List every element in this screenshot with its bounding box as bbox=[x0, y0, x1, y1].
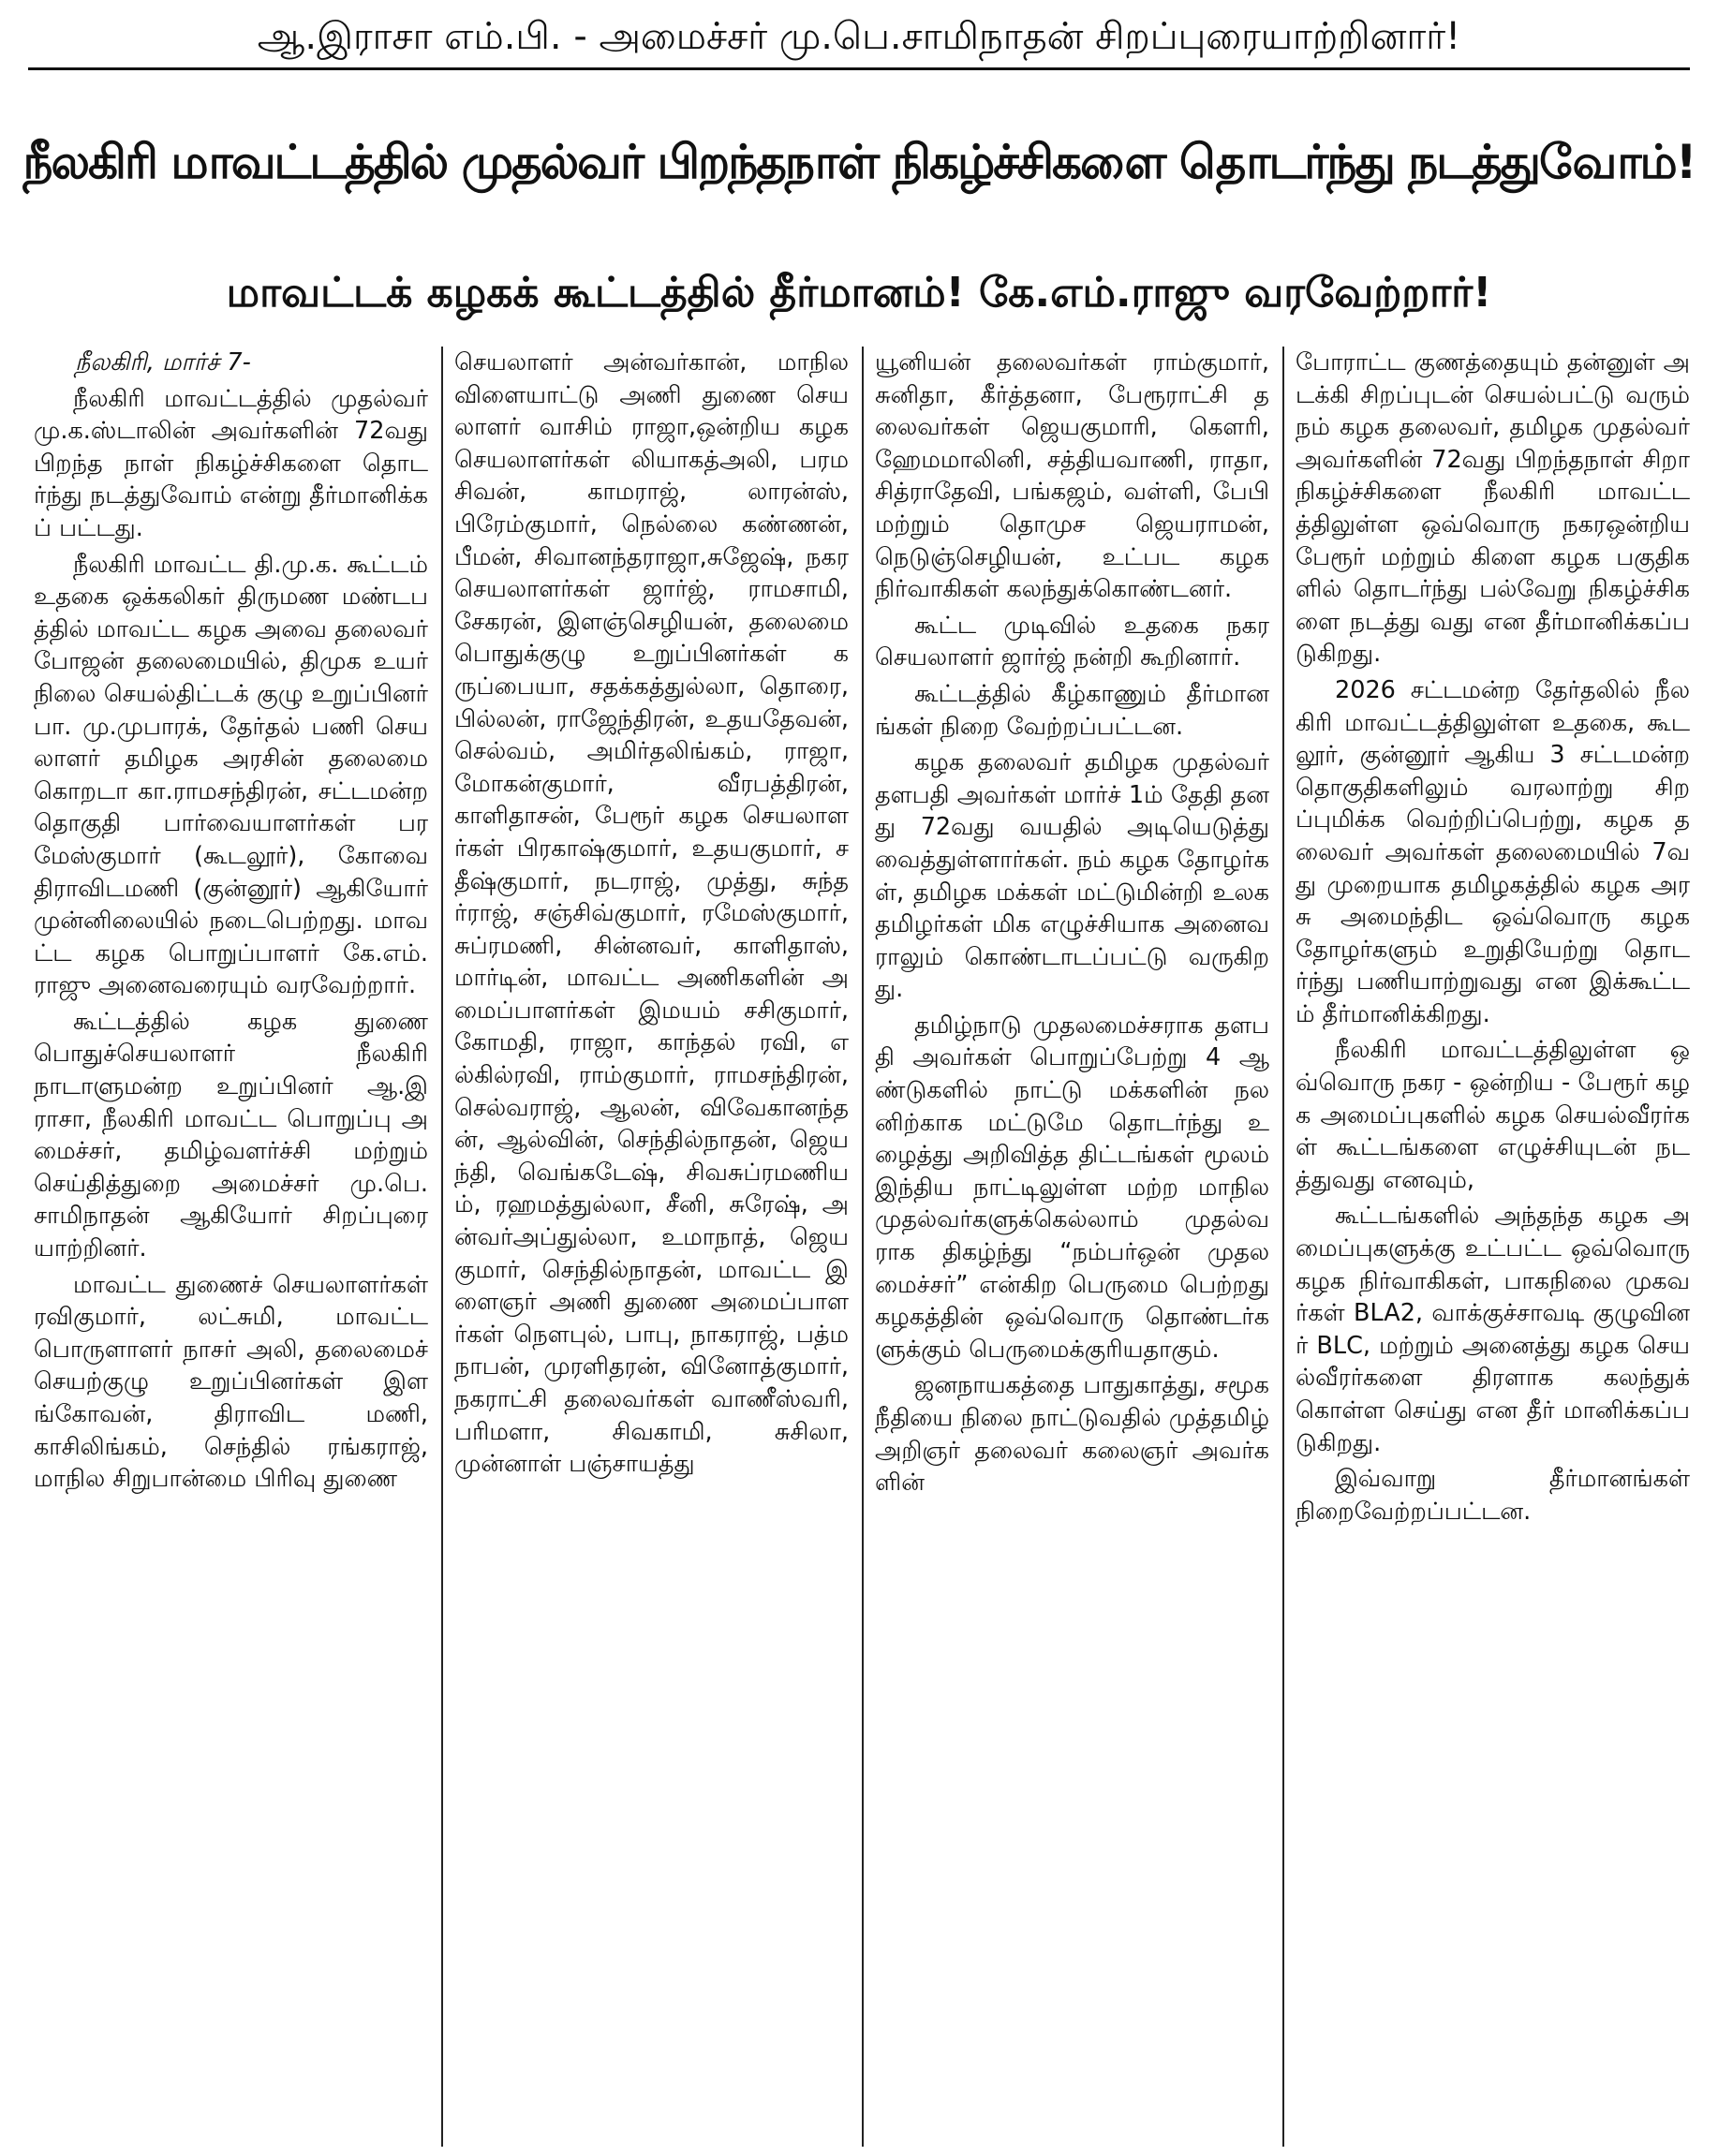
kicker-line: ஆ.இராசா எம்.பி. - அமைச்சர் மு.பெ.சாமிநாதன் சிறப்புரையாற்றினார்! bbox=[28, 7, 1690, 70]
paragraph: நீலகிரி மாவட்ட தி.மு.க. கூட்டம் உதகை ஒக்கலிகர் திருமண மண்டபத்தில் மாவட்ட கழக அவை தலைவர் போஜன் தலைமையில், திமுக உயர் நிலை செயல்திட்டக் குழு உறுப்பினர் பா. மு.முபாரக், தேர்தல் பணி செயலாளர் தமிழக அரசின் தலைமை கொறடா கா.ராமசந்திரன், சட்டமன்ற தொகுதி பார்வையாளர்கள் பரமேஸ்குமார் (கூடலூர்), கோவை திராவிடமணி (குன்னூர்) ஆகியோர் முன்னிலையில் நடைபெற்றது. மாவட்ட கழக பொறுப்பாளர் கே.எம்.ராஜு அனைவரையும் வரவேற்றார். bbox=[34, 550, 428, 1000]
paragraph: நீலகிரி மாவட்டத்திலுள்ள ஒவ்வொரு நகர - ஒன்றிய - பேரூர் கழக அமைப்புகளில் கழக செயல்வீரர்கள் கூட்டங்களை எழுச்சியுடன் நடத்துவது எனவும், bbox=[1296, 1036, 1690, 1194]
paragraph: கூட்ட முடிவில் உதகை நகர செயலாளர் ஜார்ஜ் நன்றி கூறினார். bbox=[875, 611, 1269, 672]
paragraph: மாவட்ட துணைச் செயலாளர்கள் ரவிகுமார், லட்சுமி, மாவட்ட பொருளாளர் நாசர் அலி, தலைமைச் செயற்குழு உறுப்பினர்கள் இளங்கோவன், திராவிட மணி, காசிலிங்கம், செந்தில் ரங்கராஜ், மாநில சிறுபான்மை பிரிவு துணை bbox=[34, 1270, 428, 1494]
column-4 bbox=[1282, 347, 1703, 2147]
column-2 bbox=[441, 347, 862, 2147]
paragraph: கூட்டங்களில் அந்தந்த கழக அமைப்புகளுக்கு உட்பட்ட ஒவ்வொரு கழக நிர்வாகிகள், பாகநிலை முகவர்கள் BLA2, வாக்குச்சாவடி குழுவினர் BLC, மற்றும் அனைத்து கழக செயல்வீரர்களை திரளாக கலந்துக் கொள்ள செய்து என தீர் மானிக்கப்படுகிறது. bbox=[1296, 1202, 1690, 1457]
article-columns bbox=[22, 347, 1703, 2147]
paragraph: தமிழ்நாடு முதலமைச்சராக தளபதி அவர்கள் பொறுப்பேற்று 4 ஆண்டுகளில் நாட்டு மக்களின் நலனிற்காக மட்டுமே தொடர்ந்து உழைத்து அறிவித்த திட்டங்கள் மூலம் இந்திய நாட்டிலுள்ள மற்ற மாநில முதல்வர்களுக்கெல்லாம் முதல்வராக திகழ்ந்து “நம்பர்ஒன் முதலமைச்சர்” என்கிற பெருமை பெற்றது கழகத்தின் ஒவ்வொரு தொண்டர்களுக்கும் பெருமைக்குரியதாகும். bbox=[875, 1011, 1269, 1364]
paragraph: இவ்வாறு தீர்மானங்கள் நிறைவேற்றப்பட்டன. bbox=[1296, 1465, 1690, 1526]
paragraph: ஜனநாயகத்தை பாதுகாத்து, சமூக நீதியை நிலை நாட்டுவதில் முத்தமிழ் அறிஞர் தலைவர் கலைஞர் அவர்களின் bbox=[875, 1371, 1269, 1498]
paragraph: கூட்டத்தில் கீழ்காணும் தீர்மானங்கள் நிறை வேற்றப்பட்டன. bbox=[875, 679, 1269, 741]
dateline: நீலகிரி, மார்ச் 7- bbox=[75, 348, 251, 377]
paragraph: 2026 சட்டமன்ற தேர்தலில் நீலகிரி மாவட்டத்திலுள்ள உதகை, கூடலூர், குன்னூர் ஆகிய 3 சட்டமன்ற தொகுதிகளிலும் வரலாற்று சிறப்புமிக்க வெற்றிப்பெற்று, கழக தலைவர் அவர்கள் தலைமையில் 7வது முறையாக தமிழகத்தில் கழக அரசு அமைந்திட ஒவ்வொரு கழக தோழர்களும் உறுதியேற்று தொடர்ந்து பணியாற்றுவது என இக்கூட்டம் தீர்மானிக்கிறது. bbox=[1296, 675, 1690, 1028]
subheadline: மாவட்டக் கழகக் கூட்டத்தில் தீர்மானம்! கே.எம்.ராஜு வரவேற்றார்! bbox=[226, 269, 1492, 317]
headline: நீலகிரி மாவட்டத்தில் முதல்வர் பிறந்தநாள் நிகழ்ச்சிகளை தொடர்ந்து நடத்துவோம்! bbox=[22, 135, 1696, 189]
paragraph: செயலாளர் அன்வர்கான், மாநில விளையாட்டு அணி துணை செயலாளர் வாசிம் ராஜா,ஒன்றிய கழக செயலாளர்கள் லியாகத்அலி, பரமசிவன், காமராஜ், லாரன்ஸ், பிரேம்குமார், நெல்லை கண்ணன், பீமன், சிவானந்தராஜா,சுஜேஷ், நகர செயலாளர்கள் ஜார்ஜ், ராமசாமி, சேகரன், இளஞ்செழியன், தலைமை பொதுக்குழு உறுப்பினர்கள் கருப்பையா, சதக்கத்துல்லா, தொரை, பில்லன், ராஜேந்திரன், உதயதேவன், செல்வம், அமிர்தலிங்கம், ராஜா, மோகன்குமார், வீரபத்திரன், காளிதாசன், பேரூர் கழக செயலாளர்கள் பிரகாஷ்குமார், உதயகுமார், சதீஷ்குமார், நடராஜ், முத்து, சுந்தர்ராஜ், சஞ்சிவ்குமார், ரமேஸ்குமார், சுப்ரமணி, சின்னவர், காளிதாஸ், மார்டின், மாவட்ட அணிகளின் அமைப்பாளர்கள் இமயம் சசிகுமார், கோமதி, ராஜா, காந்தல் ரவி, எல்கில்ரவி, ராம்குமார், ராமசந்திரன், செல்வராஜ், ஆலன், விவேகானந்தன், ஆல்வின், செந்தில்நாதன், ஜெயந்தி, வெங்கடேஷ், சிவசுப்ரமணியம், ரஹமத்துல்லா, சீனி, சுரேஷ், அன்வர்அப்துல்லா, உமாநாத், ஜெயகுமார், செந்தில்நாதன், மாவட்ட இளைஞர் அணி துணை அமைப்பாளர்கள் நௌபுல், பாபு, நாகராஜ், பத்மநாபன், முரளிதரன், வினோத்குமார், நகராட்சி தலைவர்கள் வாணீஸ்வரி, பரிமளா, சிவகாமி, சுசிலா, முன்னாள் பஞ்சாயத்து bbox=[454, 348, 849, 1479]
paragraph: யூனியன் தலைவர்கள் ராம்குமார், சுனிதா, கீர்த்தனா, பேரூராட்சி தலைவர்கள் ஜெயகுமாரி, கௌரி, ஹேமமாலினி, சத்தியவாணி, ராதா, சித்ராதேவி, பங்கஜம், வள்ளி, பேபி மற்றும் தொமுச ஜெயராமன், நெடுஞ்செழியன், உட்பட கழக நிர்வாகிகள் கலந்துக்கொண்டனர். bbox=[875, 348, 1269, 604]
column-1 bbox=[22, 347, 441, 2147]
paragraph: போராட்ட குணத்தையும் தன்னுள் அடக்கி சிறப்புடன் செயல்பட்டு வரும் நம் கழக தலைவர், தமிழக முதல்வர் அவர்களின் 72வது பிறந்தநாள் சிறா நிகழ்ச்சிகளை நீலகிரி மாவட்டத்திலுள்ள ஒவ்வொரு நகரஒன்றியபேரூர் மற்றும் கிளை கழக பகுதிகளில் தொடர்ந்து பல்வேறு நிகழ்ச்சிகளை நடத்து வது என தீர்மானிக்கப்படுகிறது. bbox=[1296, 348, 1690, 669]
paragraph: கூட்டத்தில் கழக துணை பொதுச்செயலாளர் நீலகிரி நாடாளுமன்ற உறுப்பினர் ஆ.இராசா, நீலகிரி மாவட்ட பொறுப்பு அமைச்சர், தமிழ்வளர்ச்சி மற்றும் செய்தித்துறை அமைச்சர் மு.பெ.சாமிநாதன் ஆகியோர் சிறப்புரை யாற்றினர். bbox=[34, 1007, 428, 1263]
paragraph: நீலகிரி மாவட்டத்தில் முதல்வர் மு.க.ஸ்டாலின் அவர்களின் 72வது பிறந்த நாள் நிகழ்ச்சிகளை தொடர்ந்து நடத்துவோம் என்று தீர்மானிக்கப் பட்டது. bbox=[34, 384, 428, 542]
paragraph: கழக தலைவர் தமிழக முதல்வர் தளபதி அவர்கள் மார்ச் 1ம் தேதி தனது 72வது வயதில் அடியெடுத்து வைத்துள்ளார்கள். நம் கழக தோழர்கள், தமிழக மக்கள் மட்டுமின்றி உலக தமிழர்கள் மிக எழுச்சியாக அனைவராலும் கொண்டாடப்பட்டு வருகிறது. bbox=[875, 748, 1269, 1004]
column-3 bbox=[862, 347, 1282, 2147]
